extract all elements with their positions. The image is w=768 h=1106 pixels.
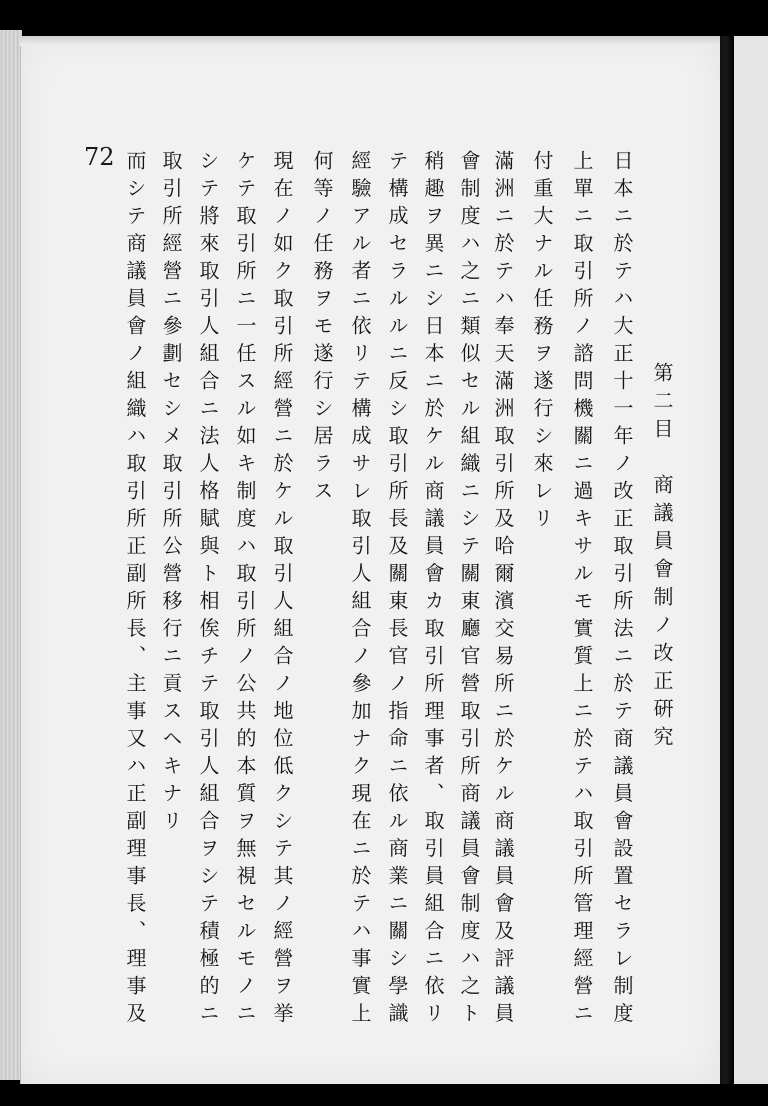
adjacent-page-edge [734,36,768,1084]
text-column: 會制度ハ之ニ類似セル組織ニシテ關東廳官營取引所商議員會制度ハ之ト [457,150,481,1030]
text-column: シテ將來取引人組合ニ法人格賦與ト相俟チテ取引人組合ヲシテ積極的ニ [196,150,220,1030]
text-column: 上單ニ取引所ノ諮問機關ニ過キサルモ實質上ニ於テハ取引所管理經營ニ [570,150,594,1030]
text-column: 而シテ商議員會ノ組織ハ取引所正副所長、主事又ハ正副理事長、理事及 [123,150,147,1030]
page-top-edge [20,36,720,46]
page-number: 72 [84,143,115,171]
book-gutter [720,36,734,1084]
text-column: 經驗アル者ニ依リテ構成サレ取引人組合ノ參加ナク現在ニ於テハ事實上 [348,150,372,1030]
text-column: 付重大ナル任務ヲ遂行シ來レリ [530,150,554,535]
book-edge [0,30,22,1080]
text-column: 稍趣ヲ異ニシ日本ニ於ケル商議員會カ取引所理事者、取引員組合ニ依リ [421,150,445,1030]
text-column: ケテ取引所ニ一任スル如キ制度ハ取引所ノ公共的本質ヲ無視セルモノニ [233,150,257,1030]
text-column: 滿洲ニ於テハ奉天滿洲取引所及哈爾濱交易所ニ於ケル商議員會及評議員 [491,150,515,1030]
section-heading: 第二目 商議員會制ノ改正硏究 [650,362,674,754]
text-column: 日本ニ於テハ大正十一年ノ改正取引所法ニ於テ商議員會設置セラレ制度 [610,150,634,1030]
text-column: 現在ノ如ク取引所經營ニ於ケル取引人組合ノ地位低クシテ其ノ經營ヲ挙 [270,150,294,1030]
text-column: 取引所經營ニ參劃セシメ取引所公營移行ニ貢スヘキナリ [159,150,183,838]
text-column: 何等ノ任務ヲモ遂行シ居ラス [310,150,334,508]
text-column: テ構成セラルルニ反シ取引所長及關東長官ノ指命ニ依ル商業ニ關シ學識 [385,150,409,1030]
